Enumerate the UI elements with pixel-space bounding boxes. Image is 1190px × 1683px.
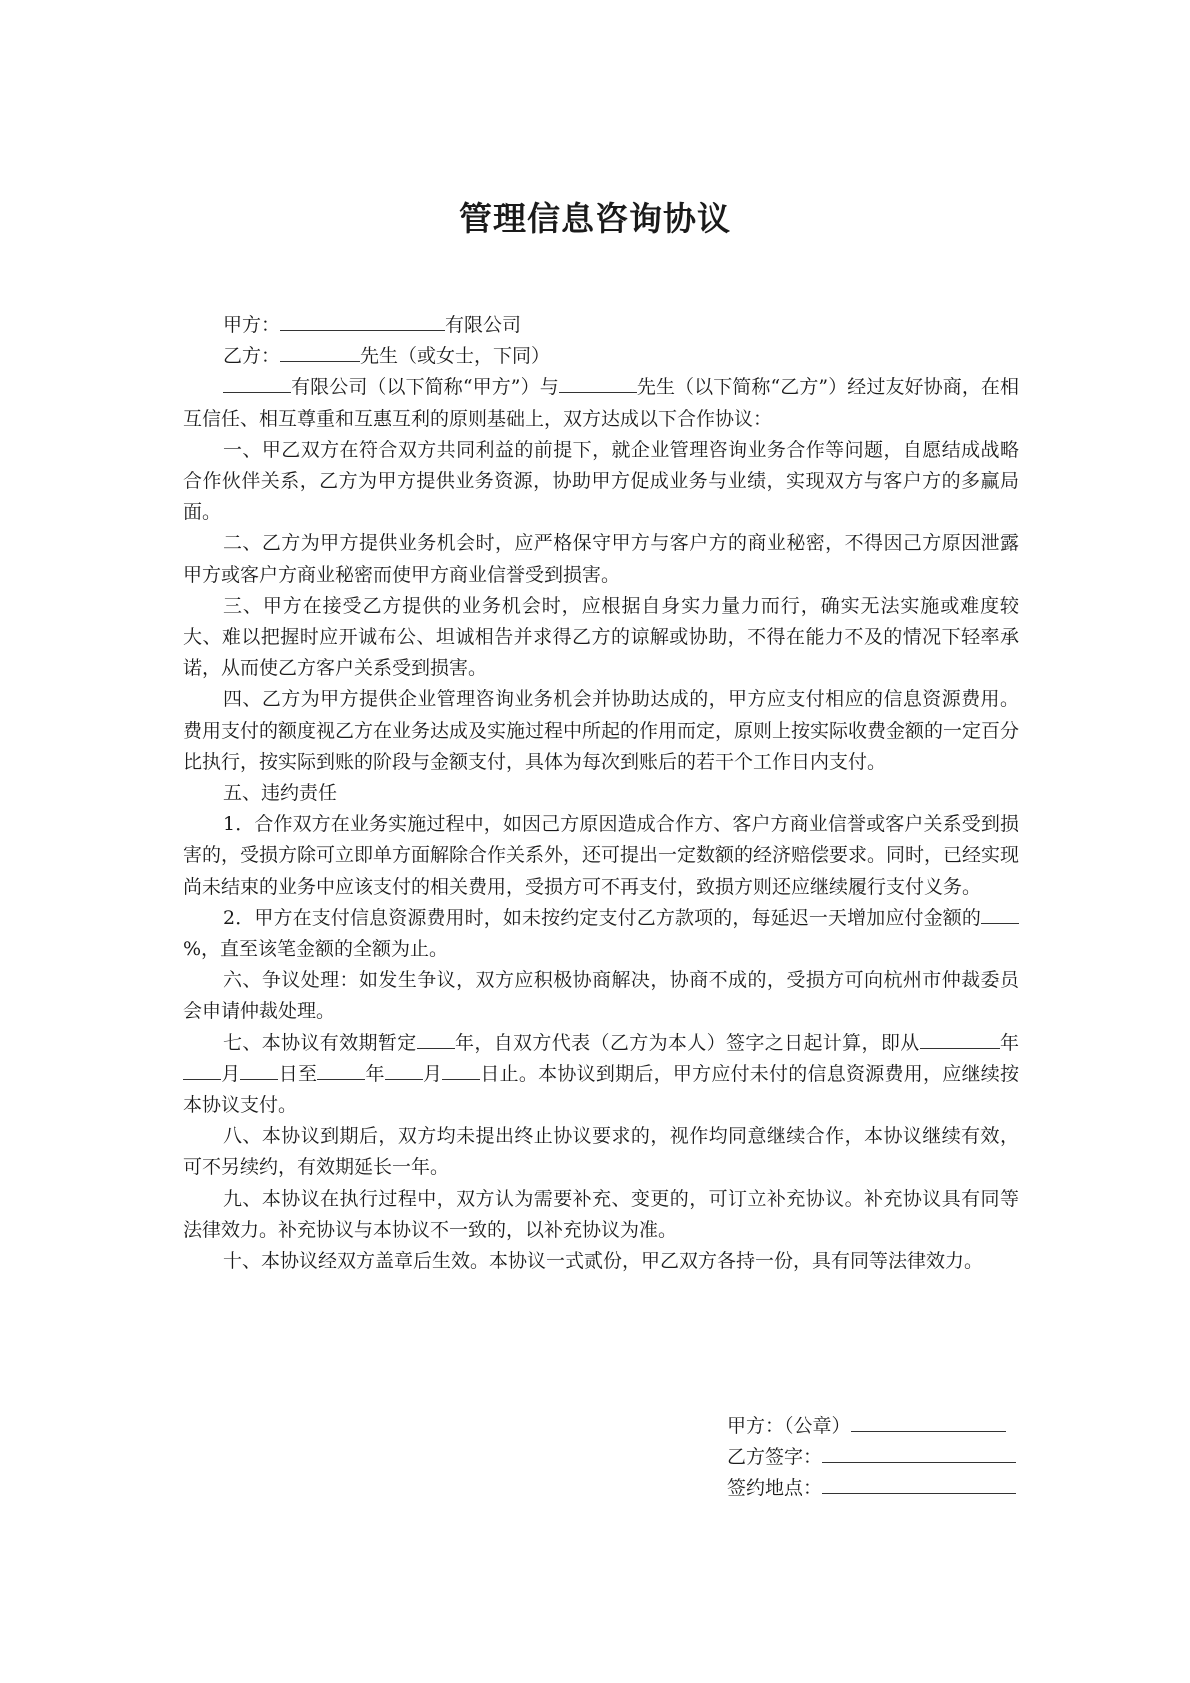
clause-5-2-text-a: 2．甲方在支付信息资源费用时，如未按约定支付乙方款项的，每延迟一天增加应付金额的 bbox=[223, 906, 981, 929]
intro-company-blank bbox=[223, 374, 291, 393]
document-body bbox=[183, 310, 1019, 1277]
start-year-blank-part1 bbox=[920, 1030, 950, 1049]
signature-party-a-label: 甲方：（公章） bbox=[727, 1415, 851, 1437]
party-b-suffix: 先生（或女士，下同） bbox=[360, 345, 551, 368]
clause-5-heading: 五、违约责任 bbox=[223, 782, 338, 805]
clause-2: 二、乙方为甲方提供业务机会时，应严格保守甲方与客户方的商业秘密，不得因己方原因泄露甲方或客户方商业秘密而使甲方商业信誉受到损害。 bbox=[183, 532, 1019, 586]
clause-7-text-f: 年 bbox=[365, 1062, 385, 1085]
clause-9: 九、本协议在执行过程中，双方认为需要补充、变更的，可订立补充协议。补充协议具有同等法律效力。补充协议与本协议不一致的，以补充协议为准。 bbox=[183, 1187, 1019, 1241]
party-a-line bbox=[183, 310, 1019, 341]
end-year-blank bbox=[317, 1061, 365, 1080]
signature-place-label: 签约地点： bbox=[727, 1477, 823, 1500]
signature-party-a-row bbox=[727, 1411, 1016, 1442]
party-a-label: 甲方： bbox=[223, 314, 281, 336]
start-day-blank bbox=[240, 1061, 278, 1080]
clause-6: 六、争议处理：如发生争议，双方应积极协商解决，协商不成的，受损方可向杭州市仲裁委员会申请仲裁处理。 bbox=[183, 969, 1019, 1023]
signature-party-b-label: 乙方签字： bbox=[727, 1446, 823, 1469]
penalty-percent-blank bbox=[981, 905, 1019, 924]
clause-5-1: 1．合作双方在业务实施过程中，如因己方原因造成合作方、客户方商业信誉或客户关系受到损害的，受损方除可立即单方面解除合作关系外，还可提出一定数额的经济赔偿要求。同时，已经实现尚未结束的业务中应该支付的相关费用，受损方可不再支付，致损方则还应继续履行支付义务。 bbox=[183, 813, 1020, 898]
clause-3: 三、甲方在接受乙方提供的业务机会时，应根据自身实力量力而行，确实无法实施或难度较大、难以把握时应开诚布公、坦诚相告并求得乙方的谅解或协助，不得在能力不及的情况下轻率承诺，从而使乙方客户关系受到损害。 bbox=[183, 594, 1019, 680]
term-years-blank bbox=[417, 1030, 455, 1049]
end-month-blank bbox=[385, 1061, 423, 1080]
clause-10: 十、本协议经双方盖章后生效。本协议一式贰份，甲乙双方各持一份，具有同等法律效力。 bbox=[223, 1250, 984, 1273]
signature-party-b-row bbox=[727, 1442, 1016, 1473]
end-day-blank bbox=[442, 1061, 480, 1080]
clause-5-2 bbox=[183, 903, 1019, 965]
clause-1: 一、甲乙双方在符合双方共同利益的前提下，就企业管理咨询业务合作等问题，自愿结成战略合作伙伴关系，乙方为甲方提供业务资源，协助甲方促成业务与业绩，实现双方与客户方的多赢局面。 bbox=[183, 438, 1019, 524]
clause-7-text-d: 月 bbox=[221, 1062, 241, 1085]
start-month-blank bbox=[183, 1061, 221, 1080]
intro-paragraph bbox=[183, 372, 1019, 434]
start-year-blank-part2 bbox=[950, 1030, 1000, 1049]
signature-place-row bbox=[727, 1473, 1016, 1504]
document-title: 管理信息咨询协议 bbox=[459, 199, 731, 238]
party-b-label: 乙方： bbox=[223, 345, 281, 368]
intro-person-blank bbox=[559, 374, 637, 393]
signature-party-b-blank bbox=[822, 1444, 1016, 1463]
clause-7-text-c: 年 bbox=[999, 1031, 1019, 1054]
party-a-suffix: 有限公司 bbox=[445, 314, 522, 336]
intro-part1: 有限公司（以下简称“甲方”）与 bbox=[291, 376, 559, 399]
clause-7-text-e: 日至 bbox=[278, 1062, 318, 1085]
intro-part2: 先生（以下简称“乙方”）经过友好协商，在相互信任、相互尊重和互惠互利的原则基础上，双方达成以下合作协议： bbox=[183, 376, 1019, 430]
party-b-line bbox=[183, 341, 1019, 372]
clause-7 bbox=[183, 1028, 1019, 1122]
party-b-name-blank bbox=[280, 343, 360, 362]
clause-7-text-h: 日止。本协议到期后，甲方应付未付的信息资源费用，应继续按本协议支付。 bbox=[183, 1062, 1019, 1117]
party-a-name-blank bbox=[280, 312, 445, 331]
signature-block bbox=[727, 1411, 1016, 1505]
clause-4: 四、乙方为甲方提供企业管理咨询业务机会并协助达成的，甲方应支付相应的信息资源费用。费用支付的额度视乙方在业务达成及实施过程中所起的作用而定，原则上按实际收费金额的一定百分比执行，按实际到账的阶段与金额支付，具体为每次到账后的若干个工作日内支付。 bbox=[183, 688, 1020, 773]
clause-5-2-text-b: %，直至该笔金额的全额为止。 bbox=[183, 938, 449, 961]
clause-7-text-a: 七、本协议有效期暂定 bbox=[223, 1031, 417, 1054]
clause-7-text-b: 年，自双方代表（乙方为本人）签字之日起计算，即从 bbox=[454, 1031, 920, 1054]
signature-place-blank bbox=[822, 1475, 1016, 1494]
clause-7-text-g: 月 bbox=[422, 1062, 443, 1085]
signature-party-a-blank bbox=[851, 1413, 1006, 1432]
clause-8: 八、本协议到期后，双方均未提出终止协议要求的，视作均同意继续合作，本协议继续有效，可不另续约，有效期延长一年。 bbox=[183, 1125, 1019, 1179]
